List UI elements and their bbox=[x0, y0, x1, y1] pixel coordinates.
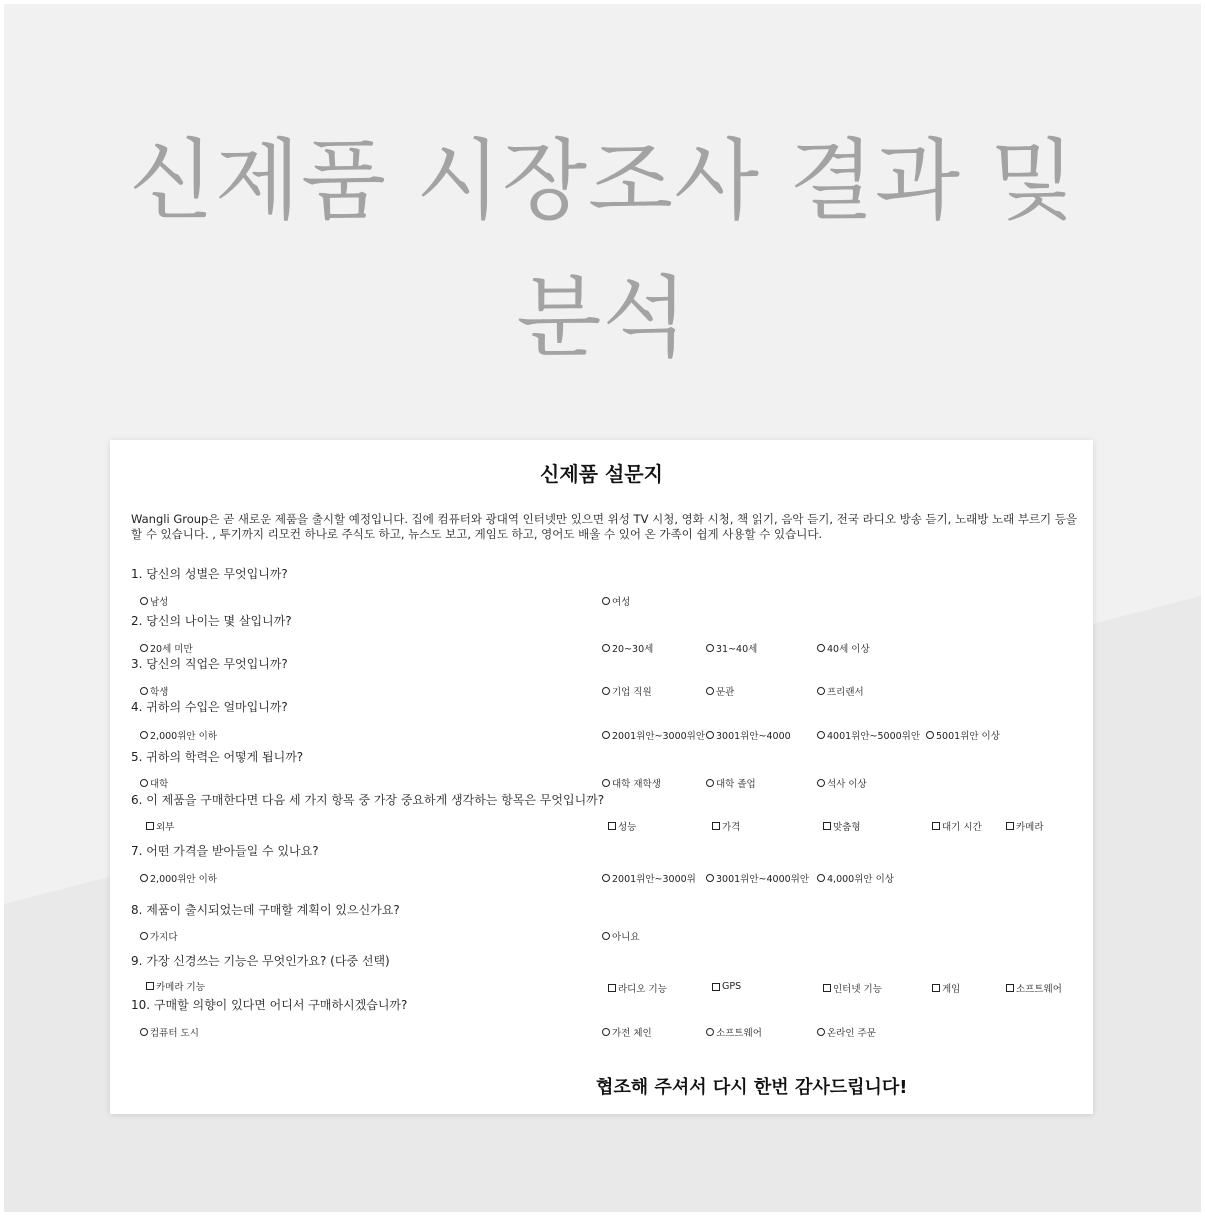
radio-icon[interactable] bbox=[140, 687, 148, 695]
option-age-under-20[interactable] bbox=[140, 641, 193, 655]
option-label: 3001위안~4000 bbox=[716, 731, 791, 742]
option-label: 프리랜서 bbox=[827, 687, 864, 698]
radio-icon[interactable] bbox=[602, 597, 610, 605]
option-label: 2,000위안 이하 bbox=[150, 731, 217, 742]
option-label: 라디오 기능 bbox=[618, 984, 667, 995]
radio-icon[interactable] bbox=[926, 731, 934, 739]
radio-icon[interactable] bbox=[706, 731, 714, 739]
option-label: 인터넷 기능 bbox=[833, 984, 882, 995]
option-female[interactable] bbox=[602, 594, 630, 608]
survey-intro: Wangli Group은 곧 새로운 제품을 출시할 예정입니다. 집에 컴퓨터와 광대역 인터넷만 있으면 위성 TV 시청, 영화 시청, 책 읽기, 음악 듣기, 전국 라디오 방송 듣기, 노래방 노래 부르기 등을 할 수 있습니다. , 투기까지 리모컨 하나로 주식도 하고, 뉴스도 보고, 게임도 하고, 영어도 배울 수 있어 온 가족이 쉽게 사용할 수 있습니다. bbox=[131, 512, 1078, 541]
radio-icon[interactable] bbox=[140, 779, 148, 787]
headline bbox=[0, 112, 1205, 386]
radio-icon[interactable] bbox=[602, 874, 610, 882]
option-edu-masters[interactable] bbox=[817, 776, 867, 790]
question-1: 1. 당신의 성별은 무엇입니까? bbox=[131, 567, 288, 581]
option-label: 대학 졸업 bbox=[716, 779, 756, 790]
option-label: 가지다 bbox=[150, 932, 178, 943]
option-student[interactable] bbox=[140, 684, 168, 698]
option-label: 문관 bbox=[716, 687, 735, 698]
radio-icon[interactable] bbox=[140, 597, 148, 605]
option-label: 31~40세 bbox=[716, 644, 758, 655]
option-label: 40세 이상 bbox=[827, 644, 870, 655]
option-label: 성능 bbox=[618, 822, 637, 833]
option-label: 2,000위안 이하 bbox=[150, 874, 217, 885]
radio-icon[interactable] bbox=[602, 1028, 610, 1036]
option-label: 20세 미만 bbox=[150, 644, 193, 655]
option-camera-feature[interactable] bbox=[146, 979, 205, 993]
radio-icon[interactable] bbox=[817, 731, 825, 739]
option-age-20-30[interactable] bbox=[602, 641, 653, 655]
question-10: 10. 구매할 의향이 있다면 어디서 구매하시겠습니까? bbox=[131, 998, 408, 1012]
option-no[interactable] bbox=[602, 929, 640, 943]
option-label: 가전 체인 bbox=[612, 1028, 652, 1039]
checkbox-icon[interactable] bbox=[823, 822, 831, 830]
survey-title: 신제품 설문지 bbox=[540, 462, 663, 486]
option-label: 온라인 주문 bbox=[827, 1028, 876, 1039]
radio-icon[interactable] bbox=[140, 731, 148, 739]
checkbox-icon[interactable] bbox=[1006, 822, 1014, 830]
option-income-5[interactable] bbox=[926, 728, 1000, 742]
option-label: 대학 재학생 bbox=[612, 779, 661, 790]
radio-icon[interactable] bbox=[706, 1028, 714, 1036]
option-price-4[interactable] bbox=[817, 871, 894, 885]
radio-icon[interactable] bbox=[602, 644, 610, 652]
option-label: 4,000위안 이상 bbox=[827, 874, 894, 885]
option-label: 게임 bbox=[942, 984, 961, 995]
option-label: 5001위안 이상 bbox=[936, 731, 1000, 742]
option-label: 소프트웨어 bbox=[1016, 984, 1062, 995]
radio-icon[interactable] bbox=[706, 644, 714, 652]
radio-icon[interactable] bbox=[817, 779, 825, 787]
question-7: 7. 어떤 가격을 받아들일 수 있나요? bbox=[131, 844, 319, 858]
question-9: 9. 가장 신경쓰는 기능은 무엇인가요? (다중 선택) bbox=[131, 954, 390, 968]
checkbox-icon[interactable] bbox=[146, 822, 154, 830]
survey-sheet bbox=[110, 440, 1093, 1114]
option-age-31-40[interactable] bbox=[706, 641, 757, 655]
question-2: 2. 당신의 나이는 몇 살입니까? bbox=[131, 614, 292, 628]
question-3: 3. 당신의 직업은 무엇입니까? bbox=[131, 657, 288, 671]
option-label: 기업 직원 bbox=[612, 687, 652, 698]
checkbox-icon[interactable] bbox=[1006, 984, 1014, 992]
option-online-order[interactable] bbox=[817, 1025, 876, 1039]
option-camera[interactable] bbox=[1006, 819, 1044, 833]
option-label: 소프트웨어 bbox=[716, 1028, 762, 1039]
checkbox-icon[interactable] bbox=[608, 822, 616, 830]
option-price[interactable] bbox=[712, 819, 740, 833]
option-standby[interactable] bbox=[932, 819, 982, 833]
option-yes[interactable] bbox=[140, 929, 178, 943]
question-4: 4. 귀하의 수입은 얼마입니까? bbox=[131, 700, 288, 714]
option-internet-feature[interactable] bbox=[823, 981, 882, 995]
radio-icon[interactable] bbox=[706, 779, 714, 787]
checkbox-icon[interactable] bbox=[932, 822, 940, 830]
option-software-store[interactable] bbox=[706, 1025, 762, 1039]
option-custom[interactable] bbox=[823, 819, 861, 833]
question-6: 6. 이 제품을 구매한다면 다음 세 가지 항목 중 가장 중요하게 생각하는 항목은 무엇입니까? bbox=[131, 793, 605, 807]
radio-icon[interactable] bbox=[602, 731, 610, 739]
option-income-1[interactable] bbox=[140, 728, 217, 742]
radio-icon[interactable] bbox=[602, 687, 610, 695]
option-label: GPS bbox=[722, 981, 742, 992]
option-income-2[interactable] bbox=[602, 728, 705, 742]
checkbox-icon[interactable] bbox=[932, 984, 940, 992]
radio-icon[interactable] bbox=[140, 1028, 148, 1036]
radio-icon[interactable] bbox=[140, 644, 148, 652]
checkbox-icon[interactable] bbox=[146, 982, 154, 990]
question-8: 8. 제품이 출시되었는데 구매할 계획이 있으신가요? bbox=[131, 903, 400, 917]
option-label: 아니요 bbox=[612, 932, 640, 943]
option-civil-servant[interactable] bbox=[706, 684, 734, 698]
thank-you-message: 협조해 주셔서 다시 한번 감사드립니다! bbox=[596, 1077, 908, 1098]
option-income-4[interactable] bbox=[817, 728, 920, 742]
option-price-3[interactable] bbox=[706, 871, 809, 885]
option-computer-city[interactable] bbox=[140, 1025, 199, 1039]
option-label: 가격 bbox=[722, 822, 741, 833]
option-income-3[interactable] bbox=[706, 728, 791, 742]
radio-icon[interactable] bbox=[817, 1028, 825, 1036]
option-game[interactable] bbox=[932, 981, 960, 995]
option-edu-enrolled[interactable] bbox=[602, 776, 661, 790]
radio-icon[interactable] bbox=[817, 687, 825, 695]
question-5: 5. 귀하의 학력은 어떻게 됩니까? bbox=[131, 750, 304, 764]
checkbox-icon[interactable] bbox=[823, 984, 831, 992]
option-label: 2001위안~3000위안 bbox=[612, 731, 706, 742]
option-label: 2001위안~3000위 bbox=[612, 874, 696, 885]
option-label: 4001위안~5000위안 bbox=[827, 731, 921, 742]
option-label: 대기 시간 bbox=[942, 822, 982, 833]
headline-line-2: 분석 bbox=[516, 266, 689, 369]
radio-icon[interactable] bbox=[140, 932, 148, 940]
option-gps[interactable] bbox=[712, 981, 741, 992]
checkbox-icon[interactable] bbox=[712, 822, 720, 830]
option-edu-college[interactable] bbox=[140, 776, 168, 790]
option-price-1[interactable] bbox=[140, 871, 217, 885]
option-employee[interactable] bbox=[602, 684, 652, 698]
option-edu-graduate[interactable] bbox=[706, 776, 756, 790]
option-price-2[interactable] bbox=[602, 871, 696, 885]
radio-icon[interactable] bbox=[817, 874, 825, 882]
option-label: 외부 bbox=[156, 822, 175, 833]
option-label: 카메라 bbox=[1016, 822, 1044, 833]
radio-icon[interactable] bbox=[706, 874, 714, 882]
option-label: 여성 bbox=[612, 597, 631, 608]
radio-icon[interactable] bbox=[817, 644, 825, 652]
option-label: 석사 이상 bbox=[827, 779, 867, 790]
option-age-over-40[interactable] bbox=[817, 641, 870, 655]
checkbox-icon[interactable] bbox=[608, 984, 616, 992]
option-label: 컴퓨터 도시 bbox=[150, 1028, 199, 1039]
option-software[interactable] bbox=[1006, 981, 1062, 995]
option-label: 대학 bbox=[150, 779, 169, 790]
radio-icon[interactable] bbox=[602, 932, 610, 940]
option-performance[interactable] bbox=[608, 819, 636, 833]
option-label: 카메라 기능 bbox=[156, 982, 205, 993]
headline-line-1: 신제품 시장조사 결과 및 bbox=[129, 129, 1076, 232]
option-label: 남성 bbox=[150, 597, 169, 608]
option-label: 학생 bbox=[150, 687, 169, 698]
option-label: 3001위안~4000위안 bbox=[716, 874, 810, 885]
option-freelancer[interactable] bbox=[817, 684, 864, 698]
option-exterior[interactable] bbox=[146, 819, 174, 833]
radio-icon[interactable] bbox=[706, 687, 714, 695]
option-label: 맞춤형 bbox=[833, 822, 861, 833]
option-male[interactable] bbox=[140, 594, 168, 608]
option-radio-feature[interactable] bbox=[608, 981, 667, 995]
radio-icon[interactable] bbox=[140, 874, 148, 882]
radio-icon[interactable] bbox=[602, 779, 610, 787]
option-appliance-chain[interactable] bbox=[602, 1025, 652, 1039]
checkbox-icon[interactable] bbox=[712, 983, 720, 991]
option-label: 20~30세 bbox=[612, 644, 654, 655]
